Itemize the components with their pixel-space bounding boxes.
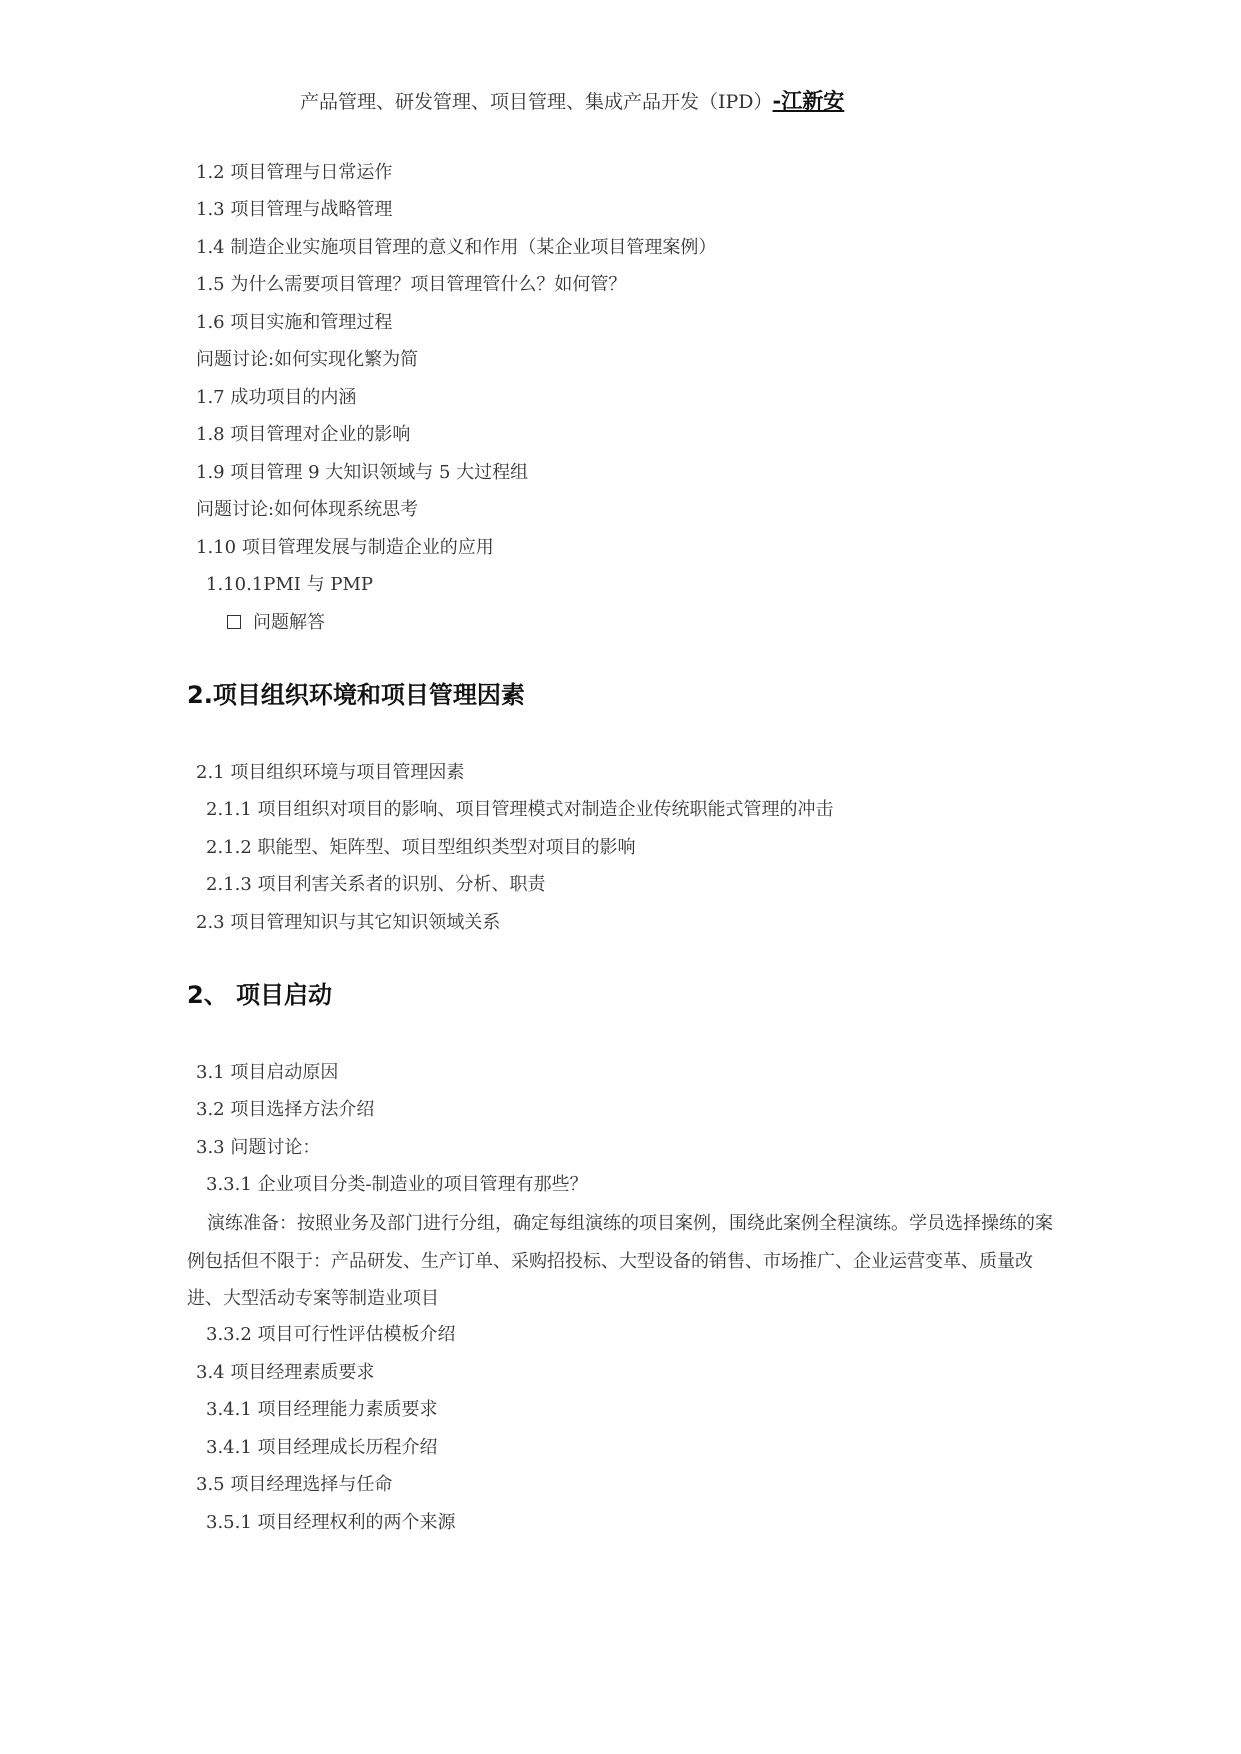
outline-item: 3.4.1 项目经理成长历程介绍 xyxy=(206,1437,438,1458)
outline-item: 1.6 项目实施和管理过程 xyxy=(196,312,393,333)
outline-item: 问题讨论:如何体现系统思考 xyxy=(196,499,419,520)
outline-item: 1.4 制造企业实施项目管理的意义和作用（某企业项目管理案例） xyxy=(196,237,717,258)
outline-item: 1.10.1PMI 与 PMP xyxy=(206,574,374,595)
outline-item: 1.7 成功项目的内涵 xyxy=(196,387,357,408)
outline-item: 2.1.2 职能型、矩阵型、项目型组织类型对项目的影响 xyxy=(206,837,636,858)
outline-item: 1.2 项目管理与日常运作 xyxy=(196,162,393,183)
practice-paragraph: 演练准备：按照业务及部门进行分组，确定每组演练的项目案例，围绕此案例全程演练。学员选择操练的案例包括但不限于：产品研发、生产订单、采购招投标、大型设备的销售、市场推广、企业运营变革、质量改进、大型活动专案等制造业项目 xyxy=(187,1213,1053,1309)
checkbox-item-label: 问题解答 xyxy=(253,612,325,633)
outline-item: 3.3 问题讨论： xyxy=(196,1137,321,1158)
outline-item: 1.10 项目管理发展与制造企业的应用 xyxy=(196,537,494,558)
outline-item: 3.4 项目经理素质要求 xyxy=(196,1362,375,1383)
outline-item: 2.1 项目组织环境与项目管理因素 xyxy=(196,762,465,783)
section-heading: 2.项目组织环境和项目管理因素 xyxy=(187,681,525,709)
outline-item: 1.3 项目管理与战略管理 xyxy=(196,199,393,220)
checkbox-icon xyxy=(227,615,241,629)
header-author: -江新安 xyxy=(772,88,845,113)
outline-item: 3.1 项目启动原因 xyxy=(196,1062,339,1083)
outline-item: 3.5.1 项目经理权利的两个来源 xyxy=(206,1512,456,1533)
outline-item: 2.1.3 项目利害关系者的识别、分析、职责 xyxy=(206,874,546,895)
outline-item: 3.3.1 企业项目分类-制造业的项目管理有那些？ xyxy=(206,1174,588,1195)
outline-item: 2.1.1 项目组织对项目的影响、项目管理模式对制造企业传统职能式管理的冲击 xyxy=(206,799,834,820)
outline-item: 3.4.1 项目经理能力素质要求 xyxy=(206,1399,438,1420)
checkbox-item xyxy=(227,611,325,635)
outline-item: 3.5 项目经理选择与任命 xyxy=(196,1474,393,1495)
outline-item: 2.3 项目管理知识与其它知识领域关系 xyxy=(196,912,501,933)
outline-item: 3.2 项目选择方法介绍 xyxy=(196,1099,375,1120)
outline-item: 问题讨论:如何实现化繁为简 xyxy=(196,349,419,370)
outline-item: 1.5 为什么需要项目管理？项目管理管什么？如何管？ xyxy=(196,274,627,295)
section-heading: 2、 项目启动 xyxy=(187,981,333,1009)
outline-item: 1.9 项目管理 9 大知识领域与 5 大过程组 xyxy=(196,462,529,483)
outline-item: 3.3.2 项目可行性评估模板介绍 xyxy=(206,1324,456,1345)
header-title: 产品管理、研发管理、项目管理、集成产品开发（IPD） xyxy=(300,91,773,113)
outline-item: 1.8 项目管理对企业的影响 xyxy=(196,424,411,445)
page-header xyxy=(300,88,844,115)
